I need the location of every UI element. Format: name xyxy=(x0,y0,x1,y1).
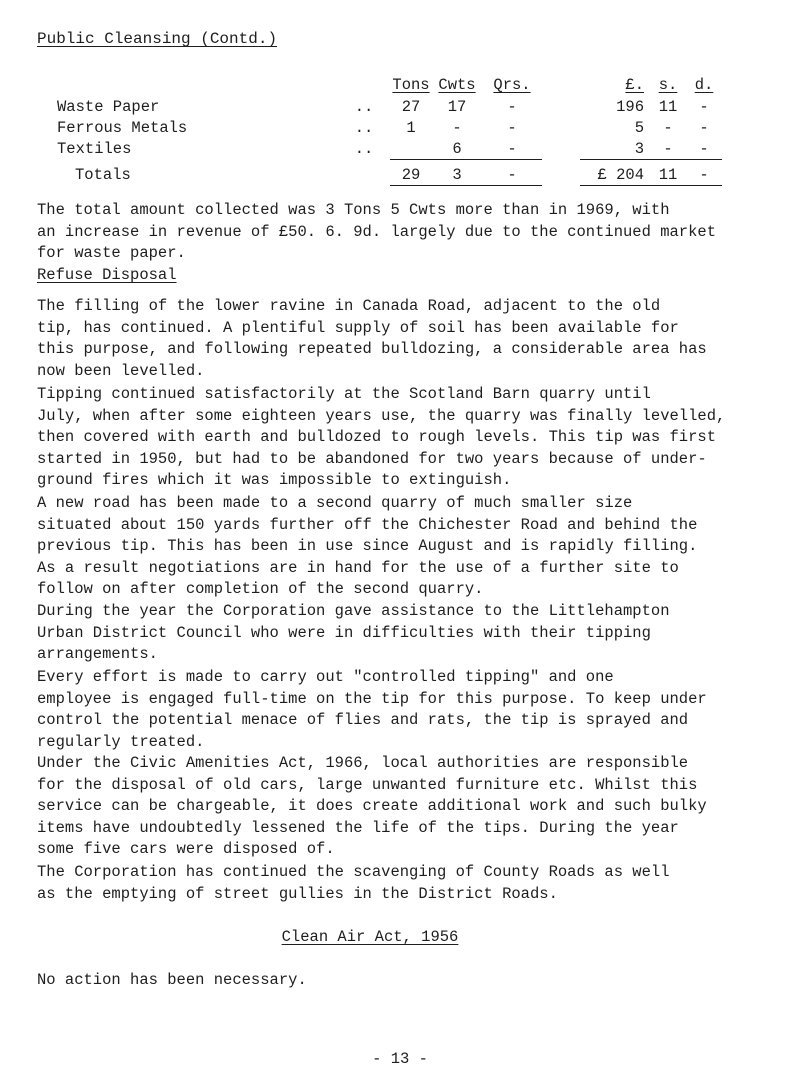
col-pence: d. xyxy=(694,76,714,94)
paragraph-ravine-filling: The filling of the lower ravine in Canada Road, adjacent to the old tip, has continued. A plentiful supply of soil has been available for this purpose, and following repeated bulldozing, a considerable area has now been levelled. xyxy=(37,297,707,380)
col-pounds: £. xyxy=(625,76,644,94)
table-totals-row: Totals 29 3 - £ 204 11 - xyxy=(0,160,722,186)
paragraph-scavenging: The Corporation has continued the scavenging of County Roads as well as the emptying of street gullies in the District Roads. xyxy=(37,863,670,903)
section-heading: Public Cleansing (Contd.) xyxy=(37,30,278,48)
table-row: Textiles .. 6 - 3 - - xyxy=(0,138,722,160)
paragraph-littlehampton: During the year the Corporation gave assistance to the Littlehampton Urban District Council who were in difficulties with their tipping arrangements. xyxy=(37,602,670,664)
paragraph-controlled-tipping: Every effort is made to carry out "controlled tipping" and one employee is engaged full-time on the tip for this purpose. To keep under control the potential menace of flies and rats, the tip is sprayed and regularly treated. xyxy=(37,668,707,751)
refuse-disposal-heading: Refuse Disposal xyxy=(37,266,177,284)
table-header-row xyxy=(0,74,722,96)
page-number: - 13 - xyxy=(372,1050,428,1068)
col-cwts: Cwts xyxy=(438,76,476,94)
col-shillings: s. xyxy=(658,76,678,94)
clean-air-heading: Clean Air Act, 1956 xyxy=(281,928,459,946)
table-row: Ferrous Metals .. 1 - - 5 - - xyxy=(57,118,709,137)
col-tons: Tons xyxy=(392,76,430,94)
salvage-table xyxy=(0,74,722,186)
table-row: Waste Paper .. 27 17 - 196 11 - xyxy=(57,97,709,116)
col-qrs: Qrs. xyxy=(493,76,531,94)
paragraph-civic-amenities: Under the Civic Amenities Act, 1966, local authorities are responsible for the disposal of old cars, large unwanted furniture etc. Whilst this service can be chargeable, it does create additional work and such bulky items have undoubtedly lessened the life of the tips. During the year some five cars were disposed of. xyxy=(37,754,707,859)
paragraph-no-action: No action has been necessary. xyxy=(37,971,307,989)
paragraph-second-quarry: A new road has been made to a second quarry of much smaller size situated about 150 yards further off the Chichester Road and behind the previous tip. This has been in use since August and is rapidly filling. As a result negotiations are in hand for the use of a further site to follow on after completion of the second quarry. xyxy=(37,494,698,599)
paragraph-collection-summary: The total amount collected was 3 Tons 5 Cwts more than in 1969, with an increase in revenue of £50. 6. 9d. largely due to the continued market for waste paper. xyxy=(37,201,717,263)
paragraph-scotland-barn: Tipping continued satisfactorily at the Scotland Barn quarry until July, when after some eighteen years use, the quarry was finally levelled, then covered with earth and bulldozed to rough levels. This tip was first started in 1950, but had to be abandoned for two years because of under- ground fires which it was impossible to extinguish. xyxy=(37,385,726,490)
